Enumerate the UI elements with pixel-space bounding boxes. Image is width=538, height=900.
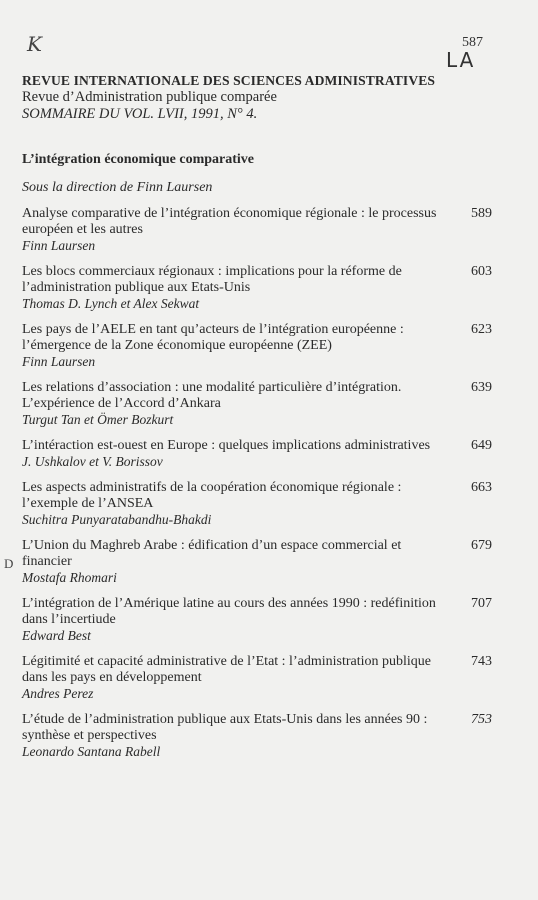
toc-entry-title: Légitimité et capacité administrative de l’Etat : l’administration publique dans les pays en développement [22,654,431,685]
toc-entry-page: 753 [471,712,492,727]
toc-entry-page: 743 [471,654,492,669]
toc-entry-author: Suchitra Punyaratabandhu-Bhakdi [22,512,212,527]
toc-entry-page: 663 [471,480,492,495]
toc-entry [22,264,492,312]
issue-line: SOMMAIRE DU VOL. LVII, 1991, N° 4. [22,106,258,122]
handwritten-margin-mark: D [4,556,14,571]
toc-entry-title: Les aspects administratifs de la coopération économique régionale : l’exemple de l’ANSEA [22,480,402,511]
journal-header [22,72,502,123]
toc-entry-title: Les relations d’association : une modalité particulière d’intégration. L’expérience de l’Accord d’Ankara [22,380,402,411]
toc-entry-page: 589 [471,206,492,221]
toc-entry [22,438,492,470]
toc-entry-title: Les pays de l’AELE en tant qu’acteurs de l’intégration européenne : l’émergence de la Zone économique européenne (ZEE) [22,322,404,353]
toc-entry-author: Finn Laursen [22,354,96,369]
toc-entry-title: L’étude de l’administration publique aux Etats-Unis dans les années 90 : synthèse et perspectives [22,712,428,743]
toc-entry-page: 603 [471,264,492,279]
toc-entry-page: 623 [471,322,492,337]
handwritten-corner-mark: K [27,32,42,56]
toc-entry-page: 639 [471,380,492,395]
toc-entry-page: 707 [471,596,492,611]
section-direction: Sous la direction de Finn Laursen [22,180,213,195]
toc-entry [22,206,492,254]
toc-entry-title: L’intéraction est-ouest en Europe : quelques implications administratives [22,438,431,453]
table-of-contents [22,206,492,770]
toc-entry-author: Thomas D. Lynch et Alex Sekwat [22,296,200,311]
toc-entry-page: 649 [471,438,492,453]
toc-entry-title: Les blocs commerciaux régionaux : implications pour la réforme de l’administration publique aux Etats-Unis [22,264,402,295]
toc-entry-author: Finn Laursen [22,238,96,253]
toc-entry-title: L’Union du Maghreb Arabe : édification d’un espace commercial et financier [22,538,402,569]
toc-entry-title: L’intégration de l’Amérique latine au cours des années 1990 : redéfinition dans l’incertiude [22,596,436,627]
toc-entry [22,322,492,370]
toc-entry-author: Turgut Tan et Ömer Bozkurt [22,412,174,427]
page-number: 587 [462,35,483,50]
toc-entry [22,538,492,586]
journal-title: REVUE INTERNATIONALE DES SCIENCES ADMINISTRATIVES [22,73,436,88]
toc-entry-author: Edward Best [22,628,91,643]
toc-entry [22,596,492,644]
toc-entry [22,654,492,702]
journal-subtitle: Revue d’Administration publique comparée [22,89,277,105]
toc-entry [22,480,492,528]
toc-entry [22,380,492,428]
handwritten-top-mark: LA [446,48,476,72]
toc-entry-author: J. Ushkalov et V. Borissov [22,454,163,469]
toc-entry-author: Andres Perez [22,686,94,701]
toc-entry-title: Analyse comparative de l’intégration économique régionale : le processus européen et les autres [22,206,437,237]
toc-entry-author: Leonardo Santana Rabell [22,744,161,759]
toc-entry-page: 679 [471,538,492,553]
section-title: L’intégration économique comparative [22,152,255,167]
toc-entry-author: Mostafa Rhomari [22,570,117,585]
toc-entry [22,712,492,760]
